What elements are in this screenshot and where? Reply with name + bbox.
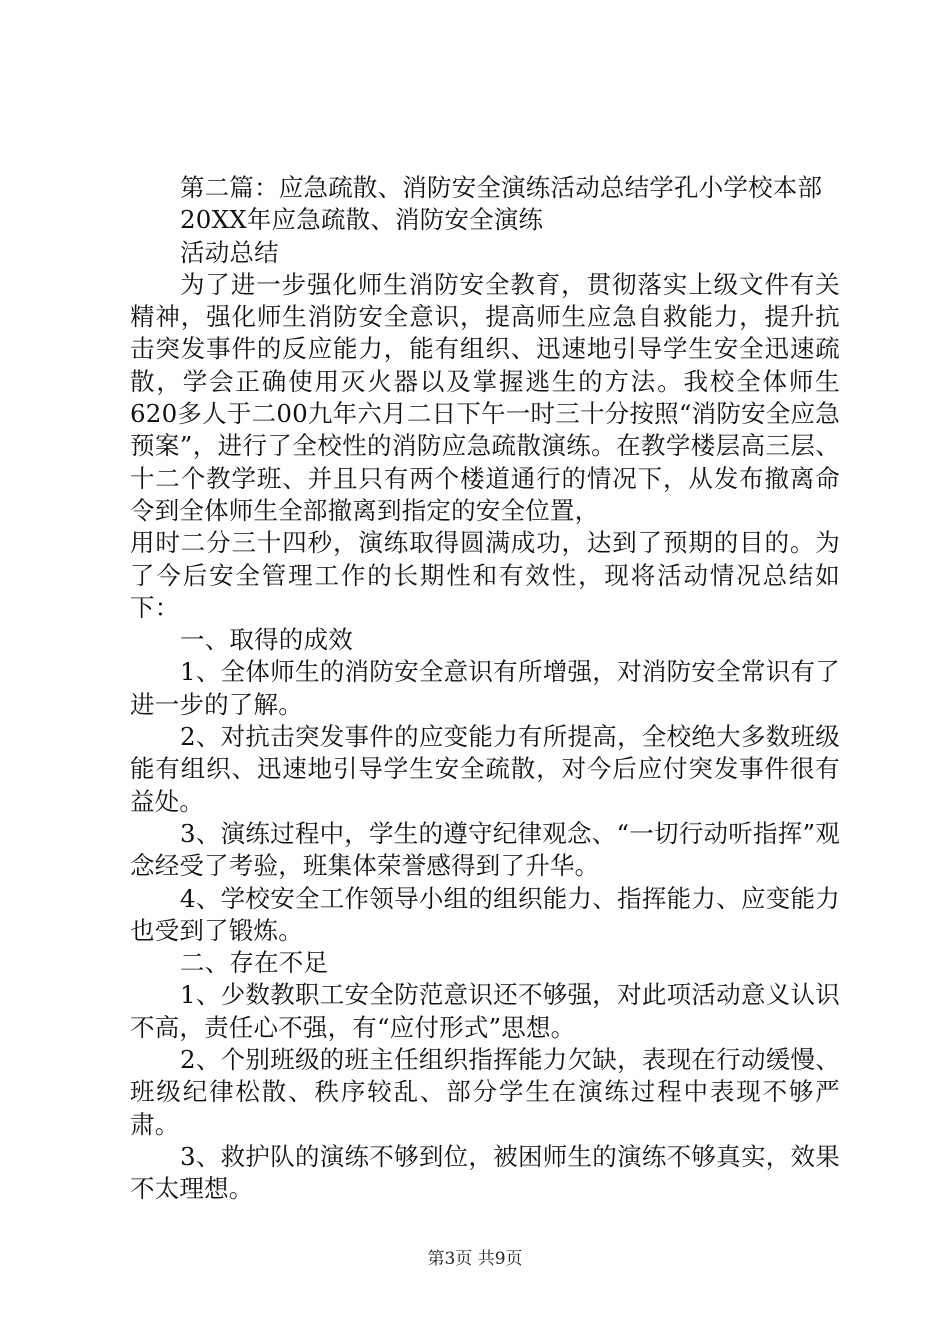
shortcoming-item-1: 1、少数教职工安全防范意识还不够强，对此项活动意义认识不高，责任心不强，有“应付形式”思想。 — [130, 980, 840, 1042]
section-title: 第二篇：应急疏散、消防安全演练活动总结学孔小学校本部 — [180, 173, 823, 202]
achievement-item-1: 1、全体师生的消防安全意识有所增强，对消防安全常识有了进一步的了解。 — [130, 657, 840, 719]
shortcoming-item-3: 3、救护队的演练不够到位，被困师生的演练不够真实，效果不太理想。 — [130, 1141, 840, 1204]
shortcoming-item-2: 2、个别班级的班主任组织指挥能力欠缺，表现在行动缓慢、班级纪律松散、秩序较乱、部分学生在演练过程中表现不够严肃。 — [130, 1045, 840, 1139]
achievement-item-2: 2、对抗击突发事件的应变能力有所提高，全校绝大多数班级能有组织、迅速地引导学生安全疏散，对今后应付突发事件很有益处。 — [130, 722, 840, 816]
heading-shortcomings: 二、存在不足 — [180, 948, 329, 978]
page-footer: 第3页 共9页 — [427, 1249, 523, 1269]
heading-achievements: 一、取得的成效 — [180, 625, 353, 655]
achievement-item-3: 3、演练过程中，学生的遵守纪律观念、“一切行动听指挥”观念经受了考验，班集体荣誉感得到了升华。 — [130, 818, 840, 881]
doc-subtitle-line: 活动总结 — [180, 237, 279, 267]
intro-paragraph: 为了进一步强化师生消防安全教育，贯彻落实上级文件有关精神，强化师生消防安全意识，提高师生应急自救能力，提升抗击突发事件的反应能力，能有组织、迅速地引导学生安全迅速疏散，学会正确使用灭火器以及掌握逃生的方法。我校全体师生620多人于二00九年六月二日下午一时三十分按照“消防安全应急预案”，进行了全校性的消防应急疏散演练。在教学楼层高三层、十二个教学班、并且只有两个楼道通行的情况下，从发布撤离命令到全体师生全部撤离到指定的安全位置， — [130, 269, 840, 525]
intro-paragraph-continued: 用时二分三十四秒，演练取得圆满成功，达到了预期的目的。为了今后安全管理工作的长期性和有效性，现将活动情况总结如下： — [130, 528, 840, 622]
achievement-item-4: 4、学校安全工作领导小组的组织能力、指挥能力、应变能力也受到了锻炼。 — [130, 883, 840, 945]
document-body — [130, 172, 840, 1206]
doc-title-line: 20XX年应急疏散、消防安全演练 — [180, 205, 544, 235]
